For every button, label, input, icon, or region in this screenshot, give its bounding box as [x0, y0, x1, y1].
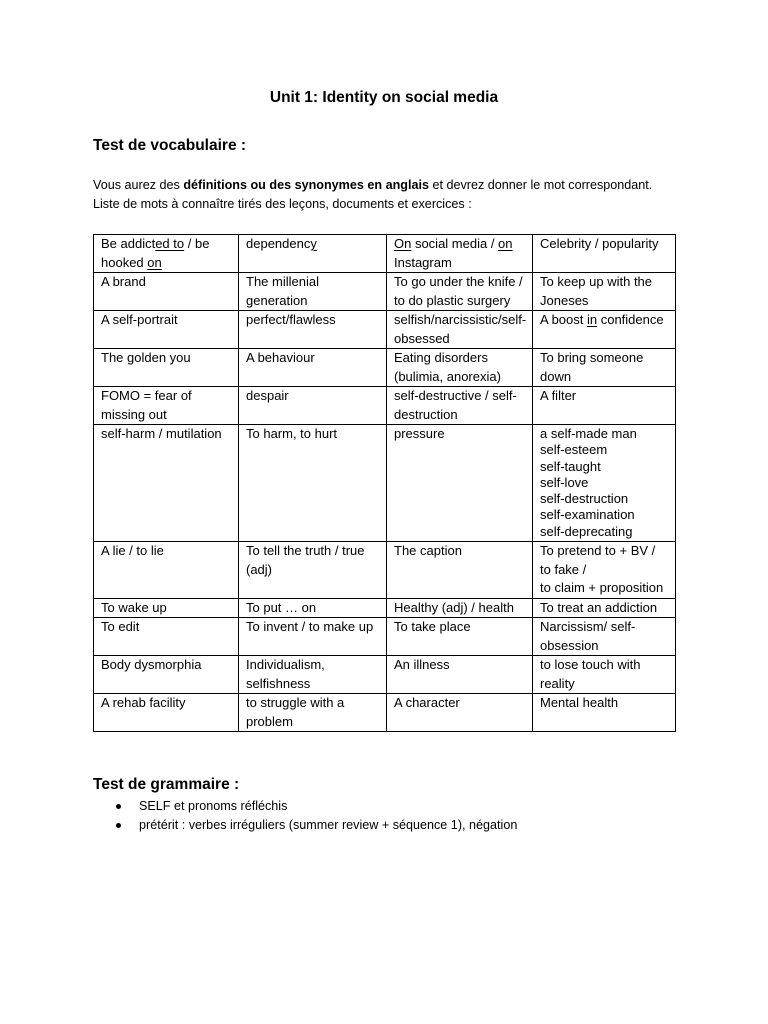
cell-line — [246, 542, 382, 561]
cell-line — [540, 694, 671, 713]
cell-line — [101, 425, 234, 444]
bullet-icon — [116, 804, 121, 809]
vocab-cell — [533, 656, 676, 694]
cell-text: problem — [246, 713, 293, 729]
intro-paragraph — [93, 176, 652, 214]
cell-text: hooked — [101, 254, 148, 270]
cell-text: Instagram — [394, 254, 452, 270]
cell-text: self-taught — [540, 458, 601, 474]
cell-text: self-love — [540, 474, 589, 490]
vocab-row — [94, 387, 676, 425]
vocab-cell — [387, 311, 533, 349]
vocab-cell — [533, 598, 676, 618]
cell-text: The caption — [394, 543, 462, 559]
vocab-cell — [533, 273, 676, 311]
cell-text: To tell the truth / true — [246, 543, 365, 559]
cell-line — [540, 273, 671, 292]
grammar-item-text: prétérit : verbes irréguliers (summer review + séquence 1), négation — [139, 817, 518, 832]
intro-line — [93, 195, 652, 214]
cell-line — [101, 235, 234, 254]
cell-text: selfish/narcissistic/self- — [394, 312, 527, 327]
cell-line — [540, 426, 671, 442]
cell-text: To pretend to + BV / — [540, 543, 656, 559]
cell-line — [394, 273, 528, 292]
cell-text: A self-portrait — [101, 312, 178, 327]
cell-text: Mental health — [540, 695, 619, 711]
cell-text: A lie / to lie — [101, 543, 164, 559]
cell-line — [540, 618, 671, 637]
cell-text: self-destructive / self- — [394, 388, 517, 403]
cell-line — [394, 235, 528, 254]
cell-text: A rehab facility — [101, 695, 186, 711]
vocab-cell — [387, 273, 533, 311]
cell-line — [540, 442, 671, 458]
cell-line — [246, 599, 382, 618]
cell-line — [101, 406, 234, 425]
cell-text: obsession — [540, 637, 599, 653]
cell-text: generation — [246, 292, 308, 308]
vocab-cell — [387, 618, 533, 656]
cell-text: To go under the knife / — [394, 274, 523, 289]
cell-line — [394, 368, 528, 387]
vocab-cell — [94, 311, 239, 349]
cell-text: To wake up — [101, 599, 167, 615]
vocab-cell — [239, 273, 387, 311]
cell-line — [394, 387, 528, 406]
vocab-row — [94, 598, 676, 618]
vocab-cell — [387, 542, 533, 599]
cell-line — [101, 273, 234, 292]
cell-line — [246, 694, 382, 713]
cell-text: To harm, to hurt — [246, 426, 338, 441]
cell-text: despair — [246, 388, 289, 403]
cell-line — [394, 425, 528, 444]
cell-line — [246, 675, 382, 694]
vocab-cell — [387, 656, 533, 694]
cell-line — [540, 656, 671, 675]
cell-line — [540, 542, 671, 561]
vocab-row — [94, 542, 676, 599]
underlined-text: y — [310, 236, 317, 251]
cell-line — [540, 675, 671, 694]
vocab-cell — [387, 349, 533, 387]
vocab-cell — [533, 235, 676, 273]
cell-text: To take place — [394, 619, 471, 635]
vocab-cell — [239, 311, 387, 349]
vocab-cell — [94, 425, 239, 542]
cell-text: To put … on — [246, 599, 317, 615]
grammar-list-item — [93, 816, 517, 835]
cell-line — [394, 618, 528, 637]
cell-text: To invent / to make up — [246, 619, 374, 635]
vocab-cell — [387, 235, 533, 273]
cell-line — [540, 475, 671, 491]
cell-line — [394, 254, 528, 273]
vocab-cell — [533, 542, 676, 599]
cell-text: To bring someone — [540, 350, 644, 365]
vocab-cell — [94, 694, 239, 732]
cell-line — [540, 387, 671, 406]
cell-line — [101, 618, 234, 637]
cell-text: A filter — [540, 388, 577, 403]
page-title: Unit 1: Identity on social media — [269, 89, 499, 106]
vocab-cell — [239, 656, 387, 694]
cell-text: Eating disorders — [394, 350, 488, 365]
vocab-cell — [387, 387, 533, 425]
cell-line — [394, 330, 528, 349]
bullet-icon — [116, 823, 121, 828]
cell-line — [101, 387, 234, 406]
cell-text: destruction — [394, 406, 458, 422]
underlined-text: on — [498, 236, 513, 251]
vocab-cell — [239, 618, 387, 656]
intro-bold-text: définitions ou des synonymes en anglais — [183, 178, 429, 192]
cell-text: missing out — [101, 406, 167, 422]
cell-text: The golden you — [101, 350, 191, 365]
cell-line — [540, 507, 671, 523]
cell-line — [246, 561, 382, 580]
cell-text: To treat an addiction — [540, 599, 658, 615]
vocab-row — [94, 349, 676, 387]
vocab-row — [94, 618, 676, 656]
cell-text: perfect/flawless — [246, 312, 336, 327]
vocab-cell — [94, 387, 239, 425]
cell-text: self-deprecating — [540, 523, 633, 539]
intro-line — [93, 176, 652, 195]
cell-line — [101, 656, 234, 675]
cell-line — [101, 542, 234, 561]
cell-line — [246, 349, 382, 368]
cell-text: Individualism, — [246, 657, 325, 673]
vocab-cell — [239, 542, 387, 599]
vocab-cell — [94, 618, 239, 656]
cell-line — [246, 425, 382, 444]
vocab-cell — [94, 598, 239, 618]
cell-text: A behaviour — [246, 350, 315, 365]
vocab-cell — [533, 311, 676, 349]
vocab-table-body — [94, 235, 676, 732]
cell-line — [101, 254, 234, 273]
cell-text: to fake / — [540, 561, 587, 577]
cell-text: The millenial — [246, 274, 319, 289]
cell-line — [540, 368, 671, 387]
grammar-list-item — [93, 797, 517, 816]
cell-text: To edit — [101, 619, 140, 635]
cell-line — [246, 235, 382, 254]
cell-text: FOMO = fear of — [101, 388, 192, 403]
cell-text: a self-made man — [540, 426, 637, 441]
intro-text: Liste de mots à connaître tirés des leçons, documents et exercices : — [93, 197, 472, 211]
vocab-cell — [387, 598, 533, 618]
vocab-cell — [533, 694, 676, 732]
underlined-text: ed to — [155, 236, 185, 251]
cell-line — [540, 311, 671, 330]
vocab-cell — [533, 349, 676, 387]
cell-line — [540, 459, 671, 475]
cell-text: down — [540, 368, 572, 384]
vocab-cell — [239, 694, 387, 732]
vocab-row — [94, 656, 676, 694]
cell-text: Narcissism/ self- — [540, 619, 636, 635]
vocab-cell — [94, 542, 239, 599]
cell-text: Healthy (adj) / health — [394, 599, 514, 615]
vocab-row — [94, 694, 676, 732]
cell-text: A brand — [101, 274, 146, 289]
vocab-cell — [239, 349, 387, 387]
vocab-cell — [533, 425, 676, 542]
cell-text: Joneses — [540, 292, 589, 308]
cell-text: pressure — [394, 426, 445, 441]
cell-line — [246, 292, 382, 311]
vocabulary-heading: Test de vocabulaire : — [93, 137, 247, 154]
cell-text: A character — [394, 695, 460, 711]
cell-line — [394, 311, 528, 330]
cell-line — [101, 694, 234, 713]
vocab-row — [94, 311, 676, 349]
cell-line — [246, 713, 382, 732]
grammar-item-text: SELF et pronoms réfléchis — [139, 798, 288, 813]
cell-text: dependenc — [246, 236, 311, 251]
cell-text: Be addict — [101, 236, 156, 251]
cell-text: (bulimia, anorexia) — [394, 368, 501, 384]
cell-text: to do plastic surgery — [394, 292, 511, 308]
cell-line — [394, 542, 528, 561]
vocab-row — [94, 425, 676, 542]
cell-text: to struggle with a — [246, 695, 345, 711]
cell-line — [246, 311, 382, 330]
cell-text: self-examination — [540, 507, 635, 523]
vocab-cell — [387, 694, 533, 732]
cell-line — [540, 561, 671, 580]
cell-line — [540, 579, 671, 598]
cell-line — [101, 349, 234, 368]
cell-text: selfishness — [246, 675, 311, 691]
cell-text: A boost — [540, 312, 587, 327]
cell-text: to lose touch with — [540, 657, 641, 673]
grammar-list — [93, 797, 517, 835]
vocab-cell — [94, 349, 239, 387]
intro-text: Vous aurez des — [93, 178, 184, 192]
grammar-heading: Test de grammaire : — [93, 776, 240, 793]
underlined-text: on — [147, 254, 162, 270]
cell-line — [246, 273, 382, 292]
cell-text: self-destruction — [540, 491, 629, 507]
cell-line — [394, 694, 528, 713]
cell-text: (adj) — [246, 561, 273, 577]
cell-text: To keep up with the — [540, 274, 653, 289]
cell-text: Body dysmorphia — [101, 657, 202, 673]
cell-line — [101, 311, 234, 330]
cell-text: self-harm / mutilation — [101, 426, 222, 441]
intro-text: et devrez donner le mot correspondant. — [428, 178, 653, 192]
vocab-row — [94, 273, 676, 311]
vocab-cell — [94, 273, 239, 311]
cell-text: obsessed — [394, 330, 450, 346]
cell-text: self-esteem — [540, 442, 608, 458]
vocab-cell — [533, 387, 676, 425]
cell-text: reality — [540, 675, 575, 691]
cell-text: to claim + proposition — [540, 580, 664, 596]
cell-line — [540, 599, 671, 618]
cell-line — [540, 491, 671, 507]
cell-line — [246, 618, 382, 637]
vocab-cell — [94, 235, 239, 273]
vocab-cell — [239, 598, 387, 618]
cell-line — [540, 292, 671, 311]
cell-text: social media / — [411, 236, 499, 251]
cell-line — [246, 387, 382, 406]
cell-text: confidence — [597, 312, 664, 327]
vocab-cell — [94, 656, 239, 694]
vocab-cell — [239, 425, 387, 542]
vocab-cell — [533, 618, 676, 656]
cell-line — [246, 656, 382, 675]
vocab-row — [94, 235, 676, 273]
underlined-text: On — [394, 236, 412, 251]
cell-line — [101, 599, 234, 618]
cell-line — [540, 349, 671, 368]
cell-text: / be — [184, 236, 210, 251]
cell-text: Celebrity / popularity — [540, 236, 659, 251]
vocab-cell — [239, 387, 387, 425]
vocabulary-table — [93, 234, 676, 732]
cell-line — [394, 349, 528, 368]
cell-line — [540, 235, 671, 254]
cell-text: An illness — [394, 657, 450, 673]
vocab-cell — [239, 235, 387, 273]
cell-line — [540, 524, 671, 540]
underlined-text: in — [586, 312, 598, 327]
cell-line — [394, 599, 528, 618]
cell-line — [394, 406, 528, 425]
cell-line — [394, 292, 528, 311]
cell-line — [540, 637, 671, 656]
vocab-cell — [387, 425, 533, 542]
cell-line — [394, 656, 528, 675]
